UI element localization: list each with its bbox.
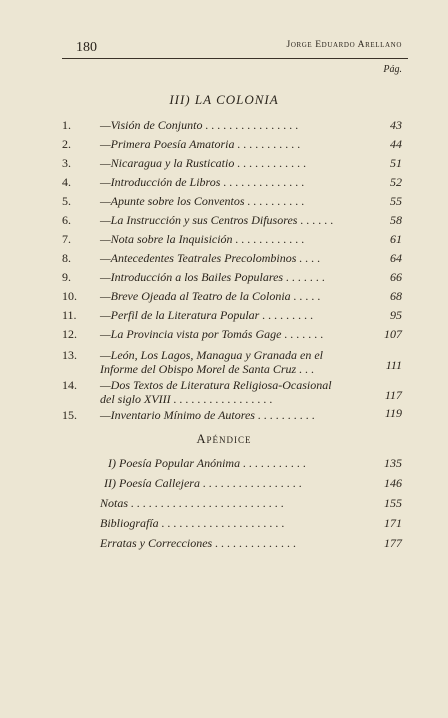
entry-title: —Perfil de la Literatura Popular . . . . . . . . . bbox=[100, 308, 314, 322]
entry-number: 3. bbox=[62, 156, 71, 170]
entry-page: 64 bbox=[390, 251, 402, 265]
entry-page: 111 bbox=[385, 358, 402, 372]
entry-number: 1. bbox=[62, 118, 71, 132]
entry-number: 4. bbox=[62, 175, 71, 189]
entry-title: —Introducción a los Bailes Populares . . . . . . . bbox=[100, 270, 326, 284]
entry-number: 5. bbox=[62, 194, 71, 208]
section-title: III) LA COLONIA bbox=[169, 92, 279, 107]
entry-number: 14. bbox=[62, 378, 77, 392]
appendix-entry-title: Notas . . . . . . . . . . . . . . . . . . . . . . . . . . bbox=[100, 496, 285, 510]
entry-title: —La Provincia vista por Tomás Gage . . . . . . . bbox=[100, 327, 324, 341]
header-rule bbox=[62, 58, 408, 59]
entry-number: 9. bbox=[62, 270, 71, 284]
entry-page: 43 bbox=[390, 118, 402, 132]
entry-page: 119 bbox=[384, 406, 402, 420]
entry-page: 61 bbox=[390, 232, 402, 246]
appendix-entry-title: Erratas y Correcciones . . . . . . . . . . . . . . bbox=[100, 536, 297, 550]
entry-title: —Inventario Mínimo de Autores . . . . . . . . . . bbox=[100, 408, 315, 422]
entry-title: —León, Los Lagos, Managua y Granada en el Informe del Obispo Morel de Santa Cruz . . . bbox=[100, 348, 324, 376]
entry-page: 51 bbox=[390, 156, 402, 170]
entry-title: —Visión de Conjunto . . . . . . . . . . . . . . . . bbox=[100, 118, 299, 132]
entry-number: 8. bbox=[62, 251, 71, 265]
entry-page: 52 bbox=[390, 175, 402, 189]
running-author: Jorge Eduardo Arellano bbox=[286, 40, 402, 50]
entry-number: 11. bbox=[62, 308, 77, 322]
page-number: 180 bbox=[76, 40, 97, 55]
appendix-title: Apéndice bbox=[196, 432, 252, 446]
entry-number: 7. bbox=[62, 232, 71, 246]
entry-page: 44 bbox=[390, 137, 402, 151]
appendix-entry-page: 146 bbox=[384, 476, 402, 490]
entry-title: —Nicaragua y la Rusticatio . . . . . . . . . . . . bbox=[100, 156, 307, 170]
running-header bbox=[72, 38, 402, 58]
entry-page: 68 bbox=[390, 289, 402, 303]
entry-number: 13. bbox=[62, 348, 77, 362]
appendix-entry-title: Bibliografía . . . . . . . . . . . . . . . . . . . . . bbox=[100, 516, 285, 530]
entry-page: 107 bbox=[384, 327, 402, 341]
entry-page: 58 bbox=[390, 213, 402, 227]
appendix-entry-page: 177 bbox=[384, 536, 402, 550]
appendix-entry-title: II) Poesía Callejera . . . . . . . . . . . . . . . . . bbox=[104, 476, 302, 490]
entry-title: —Apunte sobre los Conventos . . . . . . . . . . bbox=[100, 194, 305, 208]
entry-number: 10. bbox=[62, 289, 77, 303]
entry-page: 117 bbox=[384, 388, 402, 402]
appendix-entry-title: I) Poesía Popular Anónima . . . . . . . . . . . bbox=[108, 456, 307, 470]
entry-title: —Breve Ojeada al Teatro de la Colonia . . . . . bbox=[100, 289, 321, 303]
entry-number: 2. bbox=[62, 137, 71, 151]
entry-page: 55 bbox=[390, 194, 402, 208]
entry-title: —Dos Textos de Literatura Religiosa-Ocasional del siglo XVIII . . . . . . . . . . . . . . . . . bbox=[100, 378, 332, 406]
entry-title: —La Instrucción y sus Centros Difusores . . . . . . bbox=[100, 213, 334, 227]
appendix-entry-page: 171 bbox=[384, 516, 402, 530]
entry-number: 12. bbox=[62, 327, 77, 341]
entry-page: 95 bbox=[390, 308, 402, 322]
page-column-label: Pág. bbox=[383, 64, 402, 75]
entry-number: 15. bbox=[62, 408, 77, 422]
appendix-entry-page: 135 bbox=[384, 456, 402, 470]
entry-number: 6. bbox=[62, 213, 71, 227]
entry-title: —Primera Poesía Amatoria . . . . . . . . . . . bbox=[100, 137, 301, 151]
appendix-entry-page: 155 bbox=[384, 496, 402, 510]
entry-page: 66 bbox=[390, 270, 402, 284]
entry-title: —Nota sobre la Inquisición . . . . . . . . . . . . bbox=[100, 232, 305, 246]
entry-title: —Antecedentes Teatrales Precolombinos . . . . bbox=[100, 251, 321, 265]
entry-title: —Introducción de Libros . . . . . . . . . . . . . . bbox=[100, 175, 305, 189]
